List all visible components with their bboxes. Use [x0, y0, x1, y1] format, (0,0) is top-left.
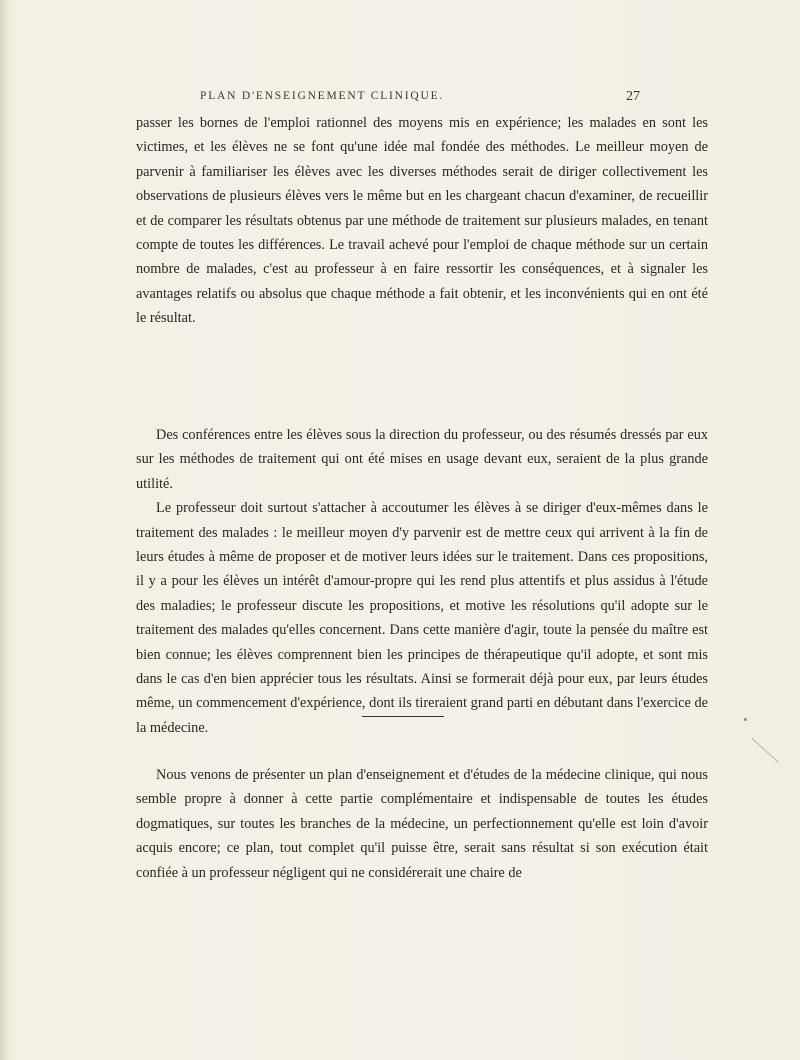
margin-stroke-mark	[752, 738, 779, 763]
running-title: PLAN D'ENSEIGNEMENT CLINIQUE.	[200, 90, 445, 102]
text-block-top	[136, 111, 708, 331]
paragraph-professeur: Le professeur doit surtout s'attacher à accoutumer les élèves à se diriger d'eux-mêmes dans le traitement des malades : le meilleur moyen d'y parvenir est de mettre ceux qui arrivent à la fin de leurs études à même de proposer et de motiver leurs idées sur le traitement. Dans ces propositions, il y a pour les élèves un intérêt d'amour-propre qui les rend plus attentifs et plus assidus à l'étude des maladies; le professeur discute les propositions, et motive les résolutions qu'il adopte sur le traitement des malades qu'elles concernent. Dans cette manière d'agir, toute la pensée du maître est bien connue; les élèves comprennent bien les principes de thérapeutique qu'il adopte, et sont mis dans le cas d'en bien apprécier tous les résultats. Ainsi se formerait déjà pour eux, par leurs études même, un commencement d'expérience, dont ils tireraient grand parti en débutant dans l'exercice de la médecine.	[136, 500, 708, 736]
text-block-middle	[136, 423, 708, 740]
page-binding-edge	[0, 0, 8, 1060]
paragraph-conferences: Des conférences entre les élèves sous la direction du professeur, ou des résumés dressés par eux sur les méthodes de traitement qui ont été mises en usage devant eux, seraient de la plus grande utilité.	[136, 427, 708, 492]
page-number: 27	[626, 89, 640, 104]
margin-speck	[744, 718, 747, 721]
page-header	[200, 90, 640, 110]
paragraph-conclusion: Nous venons de présenter un plan d'enseignement et d'études de la médecine clinique, qui nous semble propre à donner à cette partie complémentaire et indispensable de toutes les études dogmatiques, sur toutes les branches de la médecine, un perfectionnement qu'elle est loin d'avoir acquis encore; ce plan, tout complet qu'il puisse être, serait sans résultat si son exécution était confiée à un professeur négligent qui ne considérerait une chaire de	[136, 767, 708, 881]
text-block-bottom	[136, 763, 708, 885]
paragraph-continuation: passer les bornes de l'emploi rationnel des moyens mis en expérience; les malades en sont les victimes, et les élèves ne se font qu'une idée mal fondée des méthodes. Le meilleur moyen de parvenir à familiariser les élèves avec les diverses méthodes serait de diriger collectivement les observations de plusieurs élèves vers le même but en les chargeant chacun d'examiner, de recueillir et de comparer les résultats obtenus par une méthode de traitement sur plusieurs malades, en tenant compte de toutes les différences. Le travail achevé pour l'emploi de chaque méthode sur un certain nombre de malades, c'est au professeur à en faire ressortir les conséquences, et à signaler les avantages relatifs ou absolus que chaque méthode a fait obtenir, et les inconvénients qui en ont été le résultat.	[136, 115, 708, 327]
section-separator-rule	[362, 716, 444, 717]
